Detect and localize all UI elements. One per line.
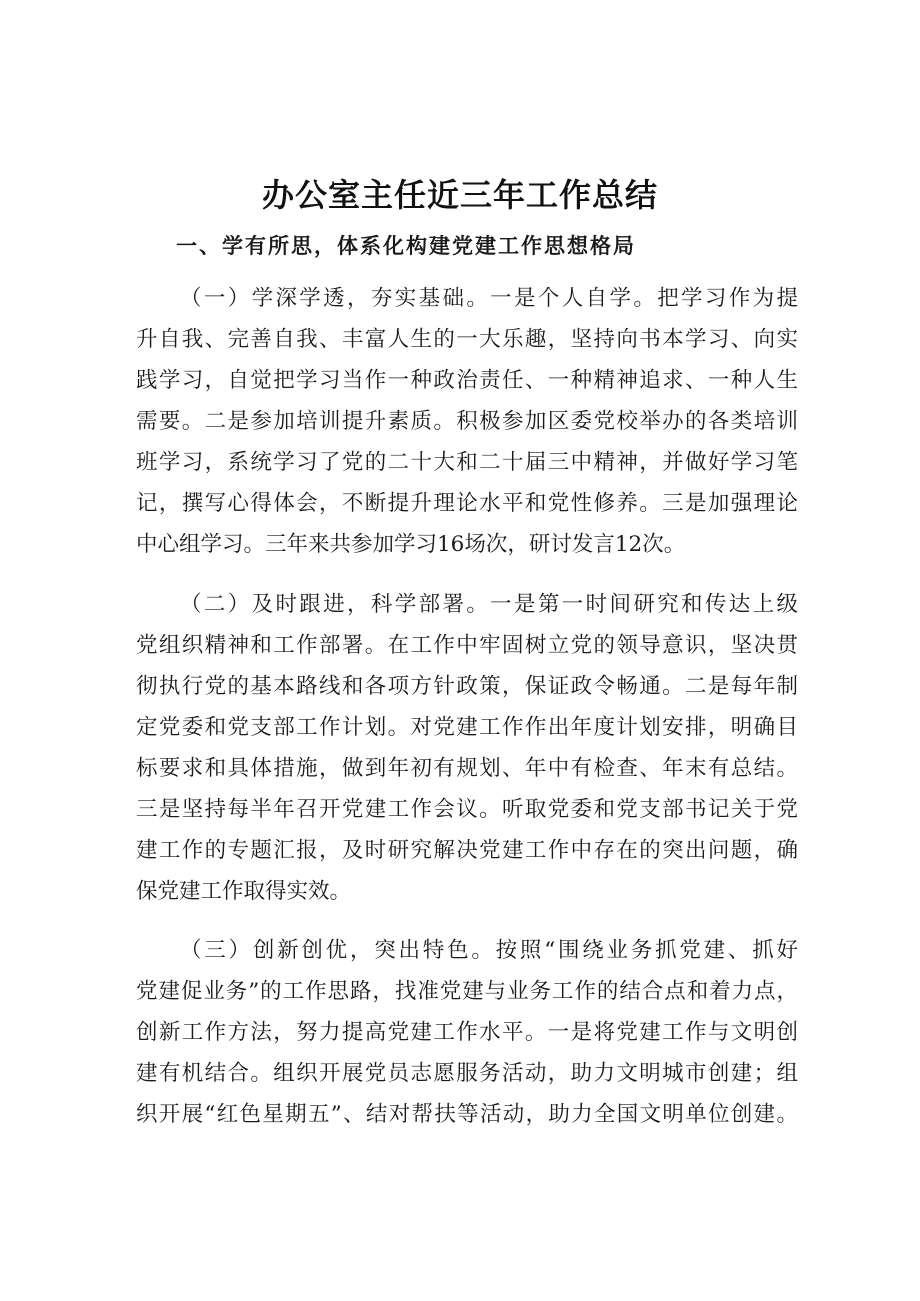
paragraph-line: 需要。二是参加培训提升素质。积极参加区委党校举办的各类培训 xyxy=(136,409,798,434)
paragraph-line: 党组织精神和工作部署。在工作中牢固树立党的领导意识，坚决贯 xyxy=(136,633,798,658)
document-title: 办公室主任近三年工作总结 xyxy=(261,176,658,214)
paragraph-line: 建有机结合。组织开展党员志愿服务活动，助力文明城市创建；组 xyxy=(136,1061,798,1086)
paragraph-line: 记，撰写心得体会，不断提升理论水平和党性修养。三是加强理论 xyxy=(136,491,798,516)
paragraph-line: 定党委和党支部工作计划。对党建工作作出年度计划安排，明确目 xyxy=(136,715,798,740)
paragraph-line: 创新工作方法，努力提高党建工作水平。一是将党建工作与文明创 xyxy=(136,1020,798,1045)
paragraph-line: 践学习，自觉把学习当作一种政治责任、一种精神追求、一种人生 xyxy=(136,368,798,393)
paragraph-line: 彻执行党的基本路线和各项方针政策，保证政令畅通。二是每年制 xyxy=(136,674,798,699)
paragraph-line: 保党建工作取得实效。 xyxy=(136,879,352,904)
paragraph-line: 三是坚持每半年召开党建工作会议。听取党委和党支部书记关于党 xyxy=(136,797,798,822)
paragraph-follow-up xyxy=(136,584,798,912)
paragraph-line: （三）创新创优，突出特色。按照“围绕业务抓党建、抓好 xyxy=(180,938,798,963)
section-heading: 一、学有所思，体系化构建党建工作思想格局 xyxy=(176,234,636,258)
paragraph-line: 标要求和具体措施，做到年初有规划、年中有检查、年末有总结。 xyxy=(136,756,798,781)
paragraph-line: （一）学深学透，夯实基础。一是个人自学。把学习作为提 xyxy=(180,286,798,311)
paragraph-line: 织开展“红色星期五”、结对帮扶等活动，助力全国文明单位创建。 xyxy=(136,1102,798,1127)
paragraph-study xyxy=(136,278,798,565)
paragraph-line: 升自我、完善自我、丰富人生的一大乐趣，坚持向书本学习、向实 xyxy=(136,327,798,352)
paragraph-innovation xyxy=(136,930,798,1135)
paragraph-line: 中心组学习。三年来共参加学习16场次，研讨发言12次。 xyxy=(136,532,686,557)
paragraph-line: 班学习，系统学习了党的二十大和二十届三中精神，并做好学习笔 xyxy=(136,450,798,475)
paragraph-line: 建工作的专题汇报，及时研究解决党建工作中存在的突出问题，确 xyxy=(136,838,798,863)
paragraph-line: （二）及时跟进，科学部署。一是第一时间研究和传达上级 xyxy=(180,592,798,617)
paragraph-line: 党建促业务”的工作思路，找准党建与业务工作的结合点和着力点， xyxy=(136,979,798,1004)
